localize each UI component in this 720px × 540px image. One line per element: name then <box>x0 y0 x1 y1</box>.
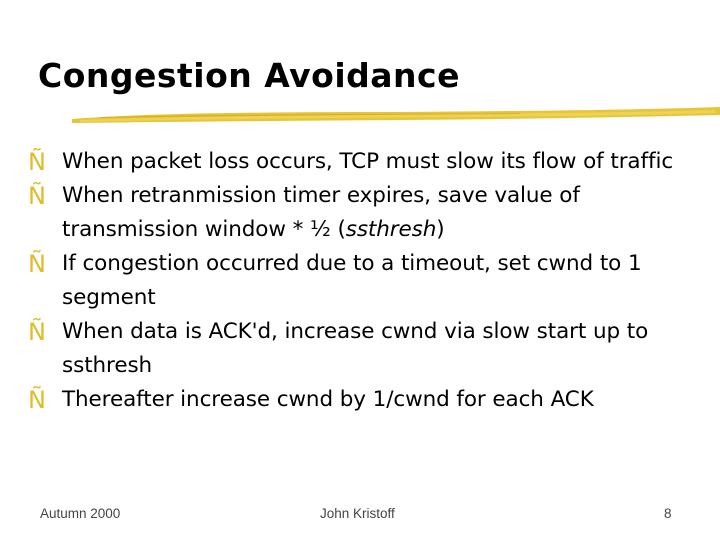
bullet-text: When packet loss occurs, TCP must slow its flow of traffic <box>62 149 674 174</box>
footer-page-number: 8 <box>664 506 672 521</box>
bullet-item <box>28 145 708 179</box>
bullet-item <box>28 247 708 315</box>
bullet-marker-icon: Ñ <box>28 386 46 414</box>
footer-author: John Kristoff <box>320 506 395 521</box>
bullet-text: If congestion occurred due to a timeout, set cwnd to 1 segment <box>62 251 642 310</box>
bullet-marker-icon: Ñ <box>28 148 46 176</box>
bullet-marker-icon: Ñ <box>28 182 46 210</box>
bullet-list <box>28 145 708 417</box>
bullet-marker-icon: Ñ <box>28 318 46 346</box>
footer-date: Autumn 2000 <box>40 506 121 521</box>
bullet-text: When retranmission timer expires, save value of transmission window * ½ ( <box>62 183 580 242</box>
bullet-item <box>28 383 708 417</box>
bullet-text-end: ) <box>436 217 445 242</box>
bullet-item <box>28 315 708 383</box>
title-underline-brush <box>70 103 720 129</box>
bullet-item <box>28 179 708 247</box>
bullet-text: When data is ACK'd, increase cwnd via slow start up to ssthresh <box>62 319 649 378</box>
slide-title: Congestion Avoidance <box>38 56 460 95</box>
bullet-text: Thereafter increase cwnd by 1/cwnd for each ACK <box>62 387 594 412</box>
bullet-emphasis: ssthresh <box>345 217 437 242</box>
bullet-marker-icon: Ñ <box>28 250 46 278</box>
